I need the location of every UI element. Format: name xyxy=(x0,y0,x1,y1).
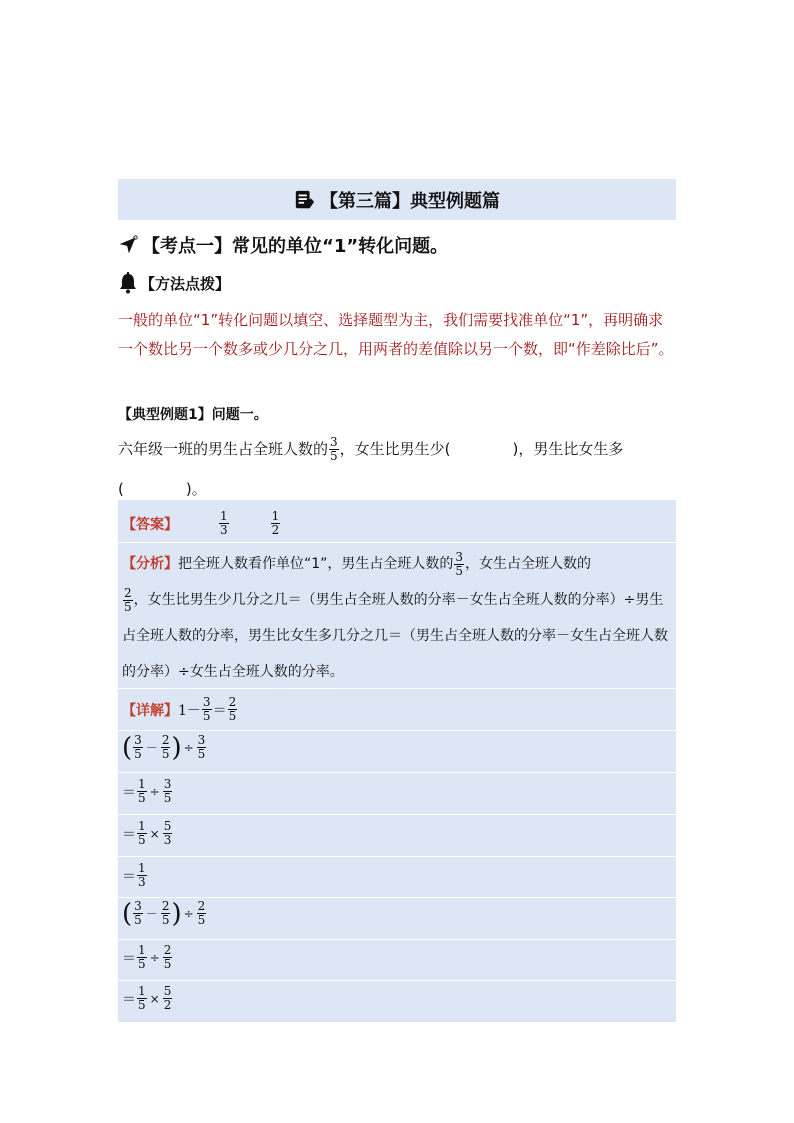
point-heading xyxy=(118,232,448,258)
step-expression: ＝ $\frac{1}{3}$ xyxy=(122,861,146,889)
question-text: )，男生比女生多 xyxy=(512,440,624,458)
answer-tag: 【答案】 xyxy=(122,516,178,533)
question-line-1 xyxy=(118,436,676,463)
step-expression: ＝ $\frac{1}{5}$ × $\frac{5}{3}$ xyxy=(122,819,172,847)
example-label: 【典型例题1】问题一。 xyxy=(118,407,268,423)
question-text: 六年级一班的男生占全班人数的 xyxy=(118,440,329,458)
question-text: )。 xyxy=(185,480,207,498)
answer-fraction-2: $\frac{1}{2}$ xyxy=(271,509,280,537)
question-text: ( xyxy=(118,480,124,498)
question-text: ，女生比男生少( xyxy=(339,440,451,458)
bell-icon xyxy=(118,272,138,294)
step-expression: ＝ $\frac{1}{5}$ ÷ $\frac{3}{5}$ xyxy=(122,777,172,805)
section-banner xyxy=(118,179,676,220)
step-expression: ＝ $\frac{1}{5}$ × $\frac{5}{2}$ xyxy=(122,984,172,1012)
method-heading xyxy=(118,272,230,294)
navigation-arrow-icon xyxy=(118,235,138,255)
answer-fraction-1: $\frac{1}{3}$ xyxy=(220,509,228,537)
answer-row xyxy=(122,510,281,537)
analysis-text: 【分析】把全班人数看作单位“1”，男生占全班人数的 $\frac{3}{5}$ ，女生占全班人数的 $\frac{2}{5}$ ，女生比男生少几分之几＝（男生占全班人数的分率－女生占全班人数的分率）÷男生占全班人数的分率，男生比女生多几分之几＝（男生占全班人数的分率－女生占全班人数的分率）÷女生占全班人数的分率。 xyxy=(122,549,668,680)
note-edit-icon xyxy=(294,189,316,211)
banner-title: 【第三篇】典型例题篇 xyxy=(320,190,500,212)
answer-block xyxy=(118,500,676,1022)
step-expression: ＝ $\frac{1}{5}$ ÷ $\frac{2}{5}$ xyxy=(122,943,172,971)
method-title: 【方法点拨】 xyxy=(140,274,231,293)
detail-line: 【详解】 1－ $\frac{3}{5}$ ＝ $\frac{2}{5}$ xyxy=(122,695,237,723)
step-expression: ( $\frac{3}{5}$ － $\frac{2}{5}$ ) ÷ $\frac{2}{5}$ xyxy=(122,898,206,929)
method-text: 一般的单位“1”转化问题以填空、选择题型为主，我们需要找准单位“1”，再明确求一个数比另一个数多或少几分之几，用两者的差值除以另一个数，即“作差除比后”。 xyxy=(118,311,674,358)
point-title: 【考点一】常见的单位“1”转化问题。 xyxy=(142,236,449,257)
fraction: $\frac{3}{5}$ xyxy=(330,435,338,463)
question-line-2 xyxy=(118,478,676,499)
step-expression: ( $\frac{3}{5}$ － $\frac{2}{5}$ ) ÷ $\frac{3}{5}$ xyxy=(122,732,206,763)
